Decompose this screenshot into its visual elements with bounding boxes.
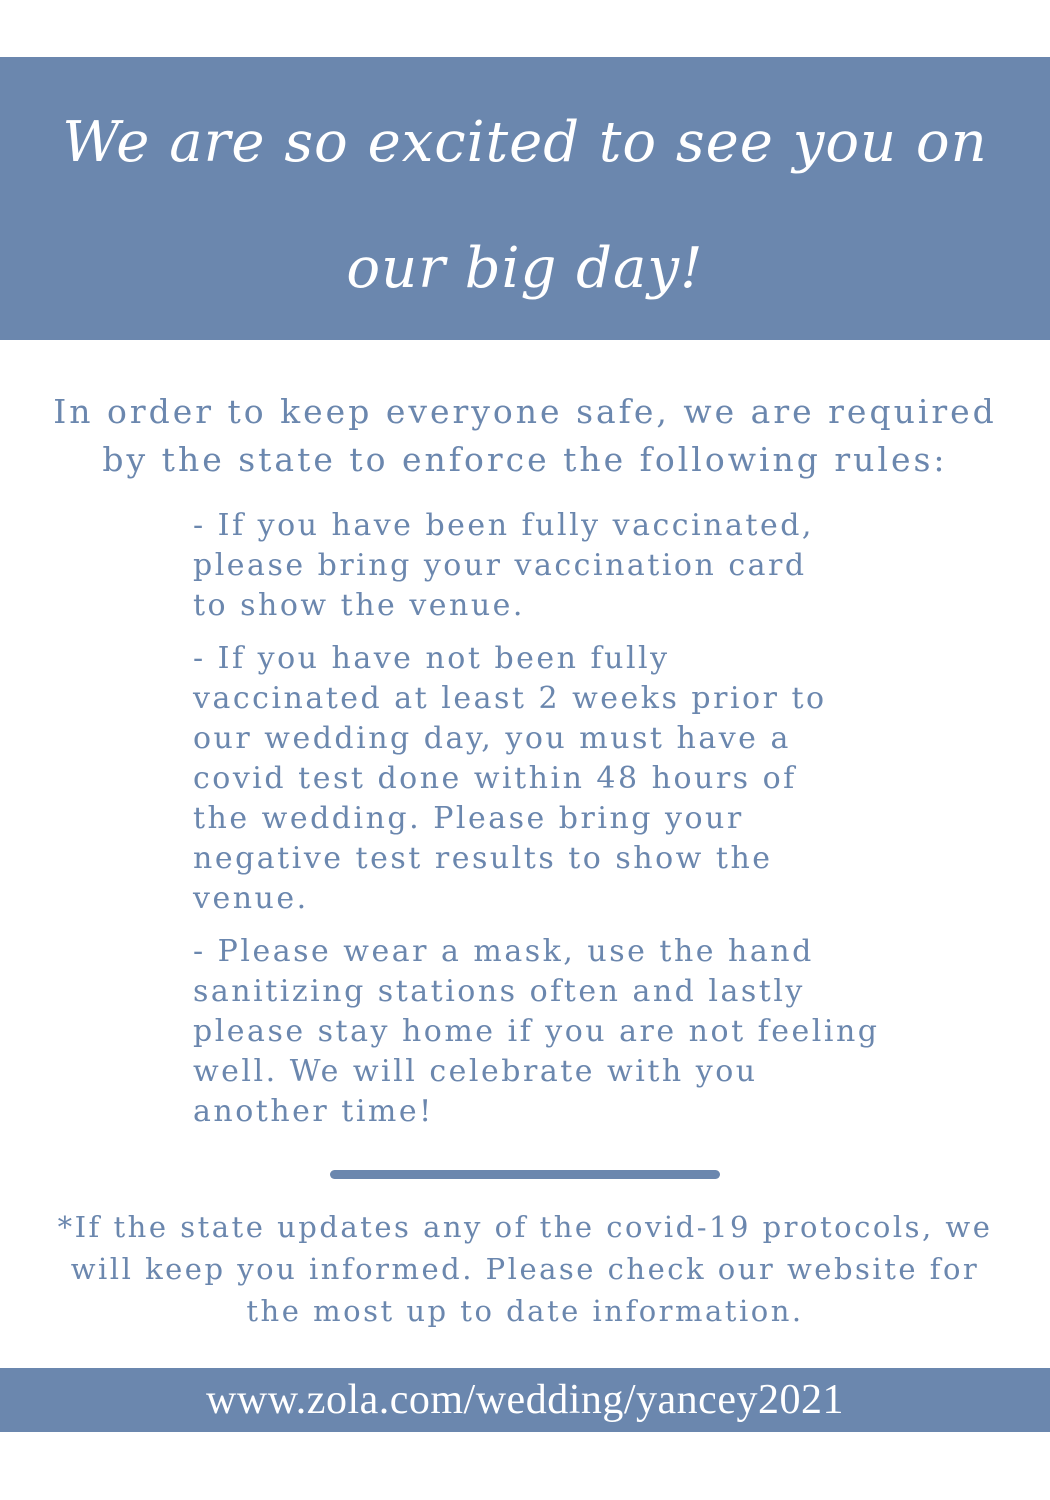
- header-title: [40, 80, 1010, 332]
- footnote-text: [15, 1206, 1035, 1332]
- intro-text: [20, 388, 1030, 484]
- rule-line: please stay home if you are not feeling: [193, 1014, 880, 1049]
- rule-line: covid test done within 48 hours of: [193, 761, 797, 796]
- website-url: www.zola.com/wedding/yancey2021: [206, 1377, 844, 1423]
- rule-line: to show the venue.: [193, 588, 525, 623]
- intro-line-1: In order to keep everyone safe, we are required: [53, 392, 997, 431]
- footnote-line-1: *If the state updates any of the covid-19 protocols, we: [57, 1210, 993, 1244]
- rule-line: another time!: [193, 1094, 434, 1129]
- rule-line: - Please wear a mask, use the hand: [193, 934, 814, 969]
- rules-list: [193, 506, 953, 1145]
- rule-line: vaccinated at least 2 weeks prior to: [193, 681, 827, 716]
- rule-line: sanitizing stations often and lastly: [193, 974, 805, 1009]
- rule-vaccinated: [193, 506, 953, 626]
- rule-line: our wedding day, you must have a: [193, 721, 791, 756]
- footnote-line-3: the most up to date information.: [246, 1294, 804, 1328]
- rule-line: - If you have not been fully: [193, 641, 670, 676]
- rule-line: - If you have been fully vaccinated,: [193, 508, 814, 543]
- rule-line: well. We will celebrate with you: [193, 1054, 758, 1089]
- header-title-line-1: We are so excited to see you on: [62, 110, 988, 175]
- rule-line: please bring your vaccination card: [193, 548, 807, 583]
- header-title-line-2: our big day!: [346, 236, 704, 301]
- intro-line-2: by the state to enforce the following rules:: [102, 440, 948, 479]
- rule-line: the wedding. Please bring your: [193, 801, 744, 836]
- divider-line: [330, 1170, 720, 1179]
- rule-line: venue.: [193, 881, 309, 916]
- rule-line: negative test results to show the: [193, 841, 773, 876]
- rule-unvaccinated: [193, 639, 953, 919]
- rule-mask: [193, 932, 953, 1132]
- footnote-line-2: will keep you informed. Please check our website for: [70, 1252, 980, 1286]
